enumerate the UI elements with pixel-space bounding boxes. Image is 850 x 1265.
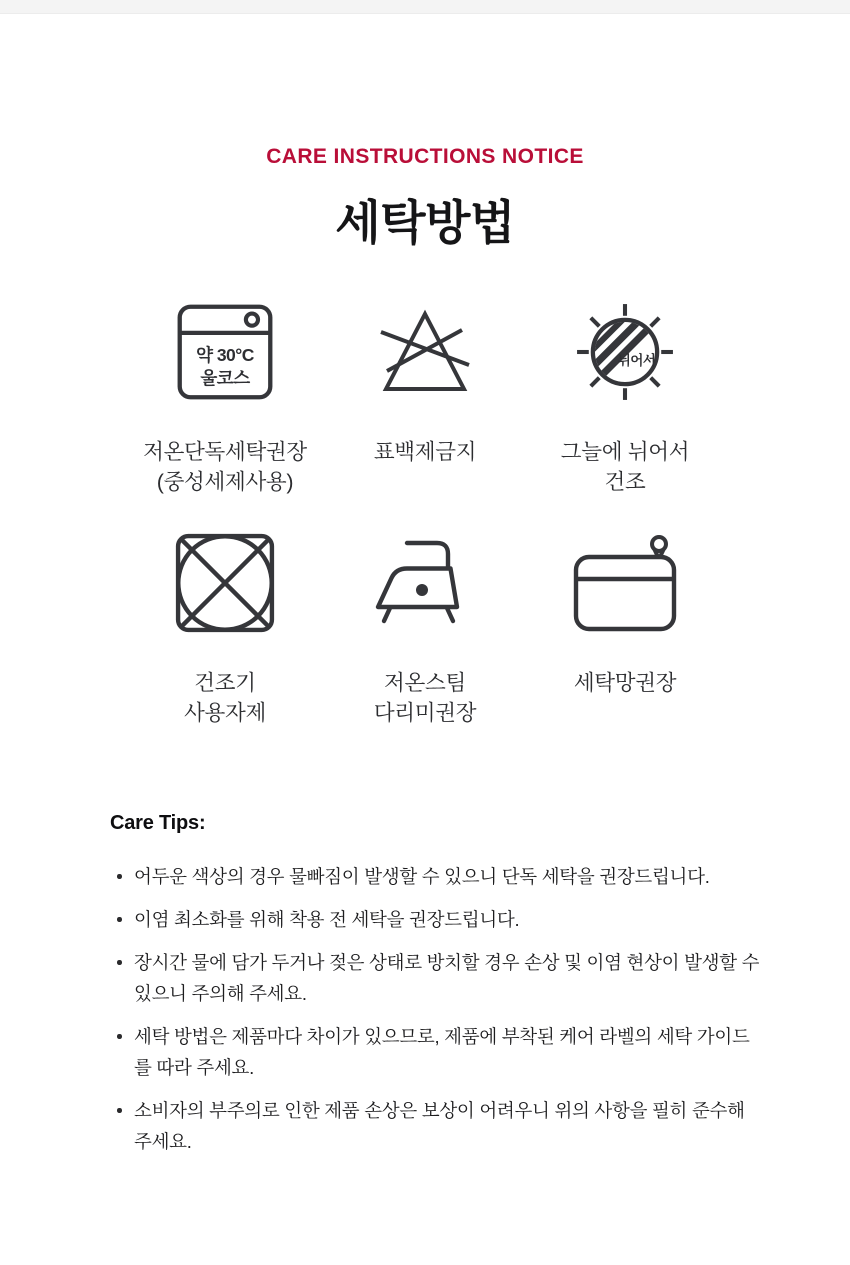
symbol-label-line: 다리미권장 [373,701,477,725]
symbol-label-line: 저온단독세탁권장 [143,440,307,464]
symbol-label-wash [143,437,307,497]
wash-temp-text: 약 30°C [196,344,254,365]
laundry-net-icon [565,532,685,634]
symbol-label-line: 표백제금지 [373,440,477,464]
wash-cycle-text: 울코스 [200,367,250,388]
steam-iron-icon [365,532,485,634]
symbol-label-line: 사용자제 [184,701,266,725]
washing-machine-icon-text [165,339,285,395]
symbol-label-iron [374,668,476,728]
care-tips-section [110,812,760,1157]
symbol-label-line: (중성세제사용) [156,470,294,494]
symbol-cell-iron [325,532,525,728]
care-tip-item: 이염 최소화를 위해 착용 전 세탁을 권장드립니다. [110,904,760,935]
care-tips-heading: Care Tips: [110,812,206,834]
care-symbol-grid [125,301,725,728]
care-tip-item: 어두운 색상의 경우 물빠짐이 발생할 수 있으니 단독 세탁을 권장드립니다. [110,861,760,892]
symbol-cell-bleach [325,301,525,497]
symbol-cell-laundry-net [525,532,725,728]
eyebrow-heading: CARE INSTRUCTIONS NOTICE [266,145,584,168]
symbol-cell-dry-shade [525,301,725,497]
symbol-label-tumble-dry [184,668,266,728]
washing-machine-icon [165,301,285,403]
care-tip-item: 장시간 물에 담가 두거나 젖은 상태로 방치할 경우 손상 및 이염 현상이 발생할 수 있으니 주의해 주세요. [110,947,760,1009]
symbol-label-line: 저온스팀 [384,671,466,695]
page-title: 세탁방법 [335,196,515,249]
care-tip-item: 소비자의 부주의로 인한 제품 손상은 보상이 어려우니 위의 사항을 필히 준수해 주세요. [110,1095,760,1157]
dry-in-shade-icon [565,301,685,403]
symbol-label-line: 세탁망권장 [573,671,677,695]
symbol-label-dry-shade [561,437,690,497]
dry-in-shade-icon-text: 뉘어서 [617,352,656,368]
no-tumble-dry-icon [165,532,285,634]
care-tips-list [110,861,760,1157]
top-divider-strip [0,0,850,14]
no-bleach-icon [365,301,485,403]
symbol-label-laundry-net [574,668,676,698]
symbol-cell-wash [125,301,325,497]
care-tip-item: 세탁 방법은 제품마다 차이가 있으므로, 제품에 부착된 케어 라벨의 세탁 가이드를 따라 주세요. [110,1021,760,1083]
symbol-label-bleach [374,437,476,467]
symbol-cell-tumble-dry [125,532,325,728]
symbol-label-line: 건조기 [194,671,256,695]
symbol-label-line: 건조 [604,470,646,494]
symbol-label-line: 그늘에 뉘어서 [560,440,690,464]
